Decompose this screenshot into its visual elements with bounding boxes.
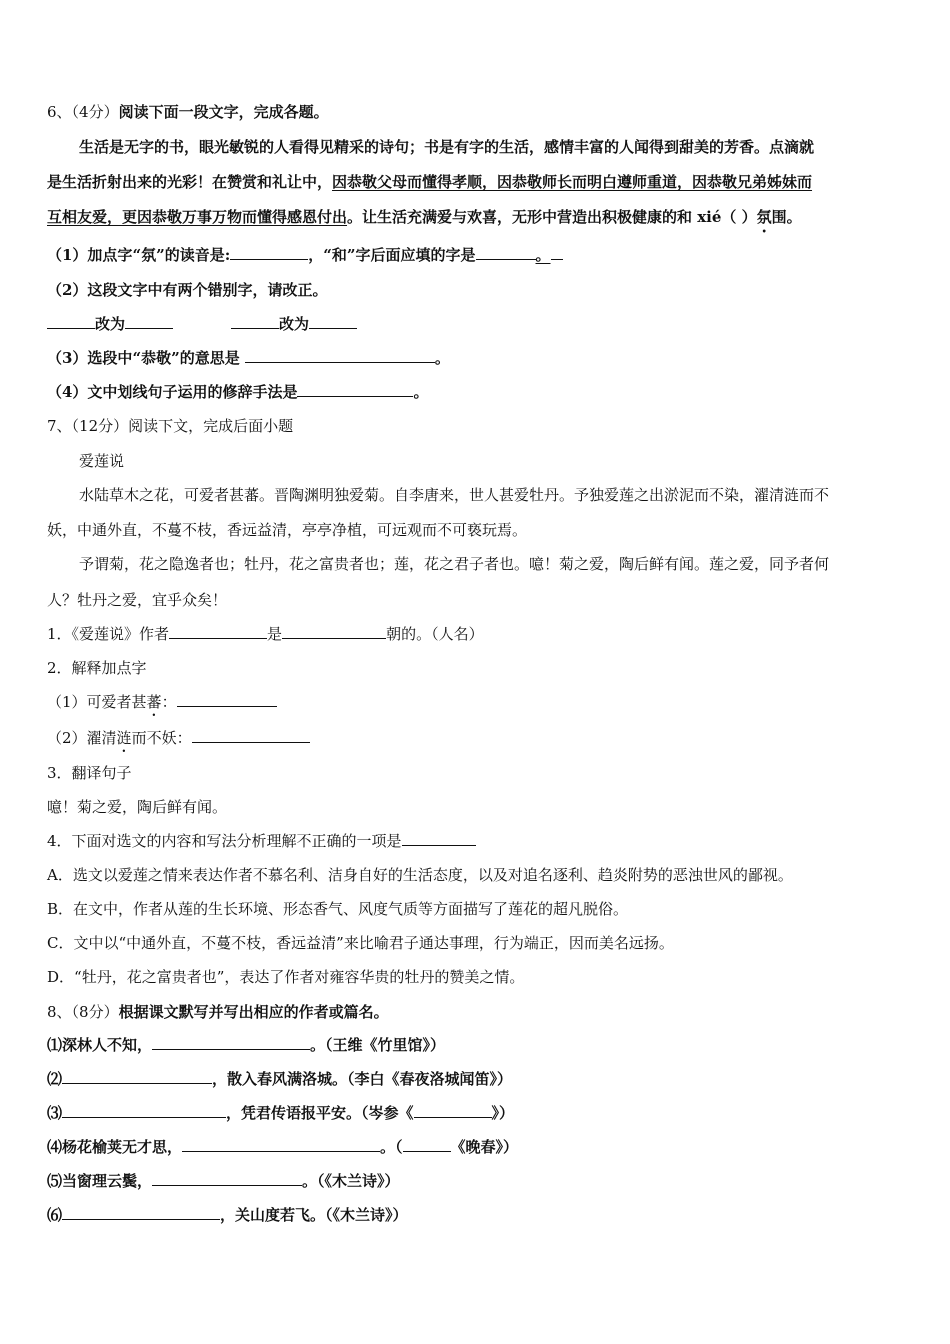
q8-line-3-title-blank[interactable]: [414, 1103, 492, 1118]
q6-passage-line-1: 生活是无字的书，眼光敏锐的人看得见精采的诗句；书是有字的生活，感情丰富的人闻得到甜美的芳香。点滴就: [79, 138, 815, 156]
q8-line-4-text-a: ⑷杨花榆荚无才思，: [47, 1138, 183, 1156]
q6-fix-label-2: 改为: [279, 315, 310, 333]
q8-instruction: 根据课文默写并写出相应的作者或篇名。: [118, 1003, 389, 1021]
q6-passage-3b: 。让生活充满爱与欢喜，无形中营造出积极健康的和 xié（ ）: [347, 208, 757, 226]
q7-sub1-text-a: 1．《爱莲说》作者: [47, 625, 170, 643]
q6-sub4-end: 。: [413, 383, 429, 401]
q8-line-5-text-b: 。（《木兰诗》）: [302, 1172, 400, 1190]
q6-sub4-answer-blank[interactable]: [297, 382, 413, 397]
q8-line-1: [47, 1035, 445, 1055]
q7-instruction: 阅读下文，完成后面小题: [128, 417, 294, 435]
q7-sub2-item1-colon: ：: [161, 693, 177, 711]
q8-line-6-blank[interactable]: [62, 1205, 220, 1220]
q7-sub2-item2-blank[interactable]: [192, 728, 310, 743]
q6-sub3-text: （3）选段中“恭敬”的意思是: [47, 349, 245, 367]
q8-line-3-text-c: 》）: [491, 1104, 515, 1122]
q6-sub1-answer-blank-2[interactable]: [476, 245, 536, 260]
q6-sub2: （2）这段文字中有两个错别字，请改正。: [47, 281, 328, 299]
q6-underlined-sentence-part2: 互相友爱，更因恭敬万事万物而懂得感恩付出: [47, 208, 348, 226]
q7-sub3-sentence: 噫！菊之爱，陶后鲜有闻。: [47, 798, 228, 816]
q8-line-5-blank[interactable]: [152, 1171, 302, 1186]
q8-line-2-text-b: ，散入春风满洛城。（李白《春夜洛城闻笛》）: [212, 1070, 513, 1088]
q8-line-4-text-c: 《晚春》）: [450, 1138, 519, 1156]
q6-score: （4分）: [71, 103, 119, 121]
q7-option-c: C．文中以“中通外直，不蔓不枝，香远益清”来比喻君子通达事理，行为端正，因而美名远扬。: [47, 934, 674, 952]
q6-passage-line-3: [47, 207, 802, 236]
q6-sub3-answer-blank[interactable]: [245, 348, 435, 363]
q6-header: [47, 102, 329, 122]
q7-dotted-char-lian: 涟: [116, 729, 132, 747]
q8-line-3-text-b: ，凭君传语报平安。（岑参《: [226, 1104, 414, 1122]
q8-line-3: [47, 1103, 514, 1123]
q6-correct-char-1-blank[interactable]: [125, 314, 173, 329]
q8-line-4: [47, 1137, 518, 1157]
q8-line-4-blank[interactable]: [182, 1137, 380, 1152]
q7-sub1-text-b: 是: [267, 625, 283, 643]
q6-dotted-char-fen: 氛: [756, 208, 772, 226]
q7-sub2-item1-text: （1）可爱者甚: [47, 693, 147, 711]
q7-sub2-item2-text-b: 而不妖：: [131, 729, 192, 747]
q6-underlined-sentence-part1: 因恭敬父母而懂得孝顺，因恭敬师长而明白遵师重道，因恭敬兄弟姊妹而: [332, 173, 813, 191]
q8-line-2: [47, 1069, 512, 1089]
q6-correct-char-2-blank[interactable]: [309, 314, 357, 329]
q6-sub3-end: 。: [434, 349, 450, 367]
q6-sub1-answer-blank-1[interactable]: [230, 245, 308, 260]
q6-passage-2a: 是生活折射出来的光彩！在赞赏和礼让中，: [47, 173, 333, 191]
q7-sub1: [47, 624, 484, 644]
q8-line-1-text-a: ⑴深林人不知，: [47, 1036, 153, 1054]
q8-line-2-text-a: ⑵: [47, 1070, 63, 1088]
q8-line-1-text-b: 。（王维《竹里馆》）: [310, 1036, 446, 1054]
q7-sub2-item2-text: （2）濯清: [47, 729, 117, 747]
q7-sub4: [47, 831, 476, 851]
q7-passage-p2-line2: 人？牡丹之爱，宜乎众矣！: [47, 591, 228, 609]
q6-sub1-text-b: ，“和”字后面应填的字是: [308, 246, 476, 264]
q7-dotted-char-fan: 蕃: [146, 693, 162, 711]
q6-number: 6、: [47, 103, 72, 121]
q6-fix-label-1: 改为: [95, 315, 126, 333]
q7-sub3: 3．翻译句子: [47, 764, 132, 782]
q7-sub2-item1-blank[interactable]: [177, 692, 277, 707]
q7-option-d: D．“牡丹，花之富贵者也”，表达了作者对雍容华贵的牡丹的赞美之情。: [47, 968, 525, 986]
q8-line-5-text-a: ⑸当窗理云鬓，: [47, 1172, 153, 1190]
q8-score: （8分）: [71, 1003, 119, 1021]
q8-line-4-author-blank[interactable]: [403, 1137, 451, 1152]
q7-sub1-text-c: 朝的。（人名）: [386, 625, 484, 643]
q8-line-2-blank[interactable]: [62, 1069, 212, 1084]
q8-line-5: [47, 1171, 400, 1191]
q6-sub1-text-a: （1）加点字“氛”的读音是:: [47, 246, 231, 264]
q7-passage-title: 爱莲说: [79, 452, 125, 470]
q8-line-3-blank[interactable]: [62, 1103, 226, 1118]
q7-number: 7、: [47, 417, 72, 435]
q8-line-1-blank[interactable]: [152, 1035, 310, 1050]
q7-header: [47, 416, 293, 436]
q8-line-6: [47, 1205, 408, 1225]
q6-sub1: [47, 245, 563, 265]
q7-sub4-answer-blank[interactable]: [402, 831, 476, 846]
q8-line-4-text-b: 。（: [380, 1138, 403, 1156]
q6-wrong-char-1-blank[interactable]: [47, 314, 95, 329]
q8-line-3-text-a: ⑶: [47, 1104, 63, 1122]
q6-sub1-text-c: 。: [535, 246, 551, 264]
q7-passage-p1-line2: 妖，中通外直，不蔓不枝，香远益清，亭亭净植，可远观而不可亵玩焉。: [47, 521, 528, 539]
q7-option-a: A．选文以爱莲之情来表达作者不慕名利、洁身自好的生活态度，以及对追名逐利、趋炎附势的恶浊世风的鄙视。: [47, 866, 793, 884]
q7-sub2-item1: [47, 692, 277, 720]
q6-sub1-tail-line: [551, 245, 563, 260]
q8-header: [47, 1002, 389, 1022]
q6-wrong-char-2-blank[interactable]: [231, 314, 279, 329]
q7-sub1-author-blank[interactable]: [169, 624, 267, 639]
q7-sub2: 2．解释加点字: [47, 659, 147, 677]
q6-instruction: 阅读下面一段文字，完成各题。: [118, 103, 329, 121]
q7-option-b: B．在文中，作者从莲的生长环境、形态香气、风度气质等方面描写了莲花的超凡脱俗。: [47, 900, 629, 918]
q6-sub2-corrections: [47, 314, 357, 334]
q6-sub3: [47, 348, 450, 368]
q6-passage-3c: 围。: [771, 208, 802, 226]
q6-sub4: [47, 382, 428, 402]
q6-sub4-text: （4）文中划线句子运用的修辞手法是: [47, 383, 298, 401]
q7-sub4-text: 4．下面对选文的内容和写法分析理解不正确的一项是: [47, 832, 402, 850]
q7-sub2-item2: [47, 728, 310, 756]
q8-line-6-text-a: ⑹: [47, 1206, 63, 1224]
q7-sub1-dynasty-blank[interactable]: [282, 624, 386, 639]
q7-passage-p2-line1: 予谓菊，花之隐逸者也；牡丹，花之富贵者也；莲，花之君子者也。噫！菊之爱，陶后鲜有闻。莲之爱，同予者何: [79, 555, 830, 573]
q7-passage-p1-line1: 水陆草木之花，可爱者甚蕃。晋陶渊明独爱菊。自李唐来，世人甚爱牡丹。予独爱莲之出淤泥而不染，濯清涟而不: [79, 486, 830, 504]
q8-line-6-text-b: ，关山度若飞。（《木兰诗》）: [220, 1206, 408, 1224]
q6-passage-line-2: [47, 172, 812, 192]
q7-score: （12分）: [71, 417, 129, 435]
q8-number: 8、: [47, 1003, 72, 1021]
